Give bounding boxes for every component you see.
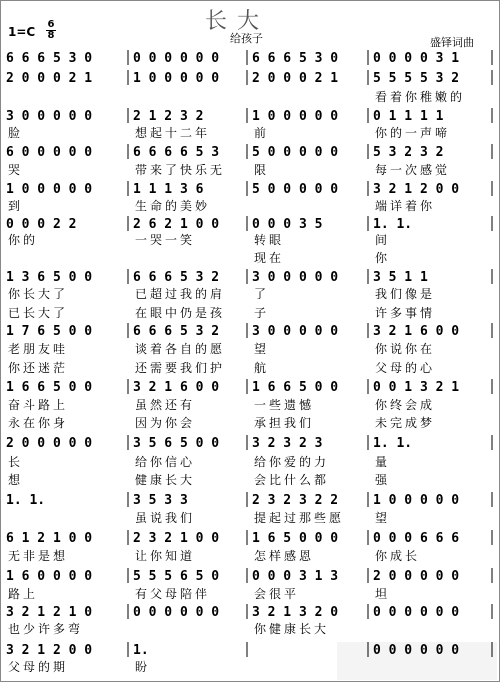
measure-notes: 1 6 5 0 0 0: [252, 531, 339, 546]
measure-notes: 2 0 0 0 2 1: [252, 71, 339, 86]
measure-notes: 3 0 0 0 0 0: [252, 270, 339, 285]
lyric-text: 给你爱的力: [254, 455, 330, 469]
measure-notes: 3 0 0 0 0 0: [252, 324, 339, 339]
lyric-text: 会比什么都: [254, 473, 330, 487]
measure-notes: 0 0 0 3 5: [252, 217, 323, 232]
measure-notes: 3 5 3 3: [133, 493, 188, 508]
measure-notes: 6 6 6 5 3 0: [6, 51, 93, 66]
measure-notes: 3 0 0 0 0 0: [6, 109, 93, 124]
lyric-text: 想起十二年: [135, 126, 211, 140]
measure-notes: 1 0 0 0 0 0: [373, 493, 460, 508]
lyric-text: 父母的心: [375, 361, 436, 375]
lyric-text: 到: [8, 199, 24, 213]
measure-notes: 1 1 1 3 6: [133, 182, 204, 197]
lyric-text: 强: [375, 473, 391, 487]
lyric-text: 我们像是: [375, 287, 436, 301]
measure-notes: 0 0 1 3 2 1: [373, 380, 460, 395]
measure-notes: 6 6 6 5 3 0: [252, 51, 339, 66]
measure-notes: 5 0 0 0 0 0: [252, 145, 339, 160]
measure-notes: 1.: [133, 643, 149, 658]
lyric-text: 脸: [8, 126, 24, 140]
lyric-text: 已长大了: [8, 306, 69, 320]
measure-notes: 5 3 2 3 2: [373, 145, 444, 160]
lyric-text: 前: [254, 126, 270, 140]
measure-notes: 0 0 0 3 1 3: [252, 569, 339, 584]
measure-notes: 6 6 6 6 5 3: [133, 145, 220, 160]
lyric-text: 长: [8, 455, 24, 469]
measure-notes: 0 0 0 6 6 6: [373, 531, 460, 546]
measure-notes: 2 0 0 0 0 0: [6, 436, 93, 451]
measure-notes: 6 0 0 0 0 0: [6, 145, 93, 160]
measure-notes: 6 6 6 5 3 2: [133, 270, 220, 285]
lyric-text: 老朋友哇: [8, 342, 69, 356]
lyric-text: 也少许多弯: [8, 622, 84, 636]
lyric-text: 许多事情: [375, 306, 436, 320]
lyric-text: 望: [254, 342, 270, 356]
lyric-text: 承担我们: [254, 416, 315, 430]
lyric-text: 路上: [8, 587, 39, 601]
measure-notes: 1. 1.: [373, 217, 413, 232]
measure-notes: 3 2 3 2 3: [252, 436, 323, 451]
measure-notes: 1 3 6 5 0 0: [6, 270, 93, 285]
lyric-text: 一哭一笑: [135, 233, 196, 247]
lyric-text: 量: [375, 455, 391, 469]
lyric-text: 限: [254, 163, 270, 177]
lyric-text: 现在: [254, 251, 285, 265]
composer-credit: 盛铎词曲: [430, 36, 474, 49]
measure-notes: 2 1 2 3 2: [133, 109, 204, 124]
measure-notes: 1. 1.: [373, 436, 413, 451]
measure-notes: 3 2 1 3 2 0: [252, 605, 339, 620]
measure-notes: 1 6 6 5 0 0: [6, 380, 93, 395]
measure-notes: 5 0 0 0 0 0: [252, 182, 339, 197]
lyric-text: 怎样感恩: [254, 549, 315, 563]
lyric-text: 还需要我们护: [135, 361, 226, 375]
measure-notes: 1 6 6 5 0 0: [252, 380, 339, 395]
measure-notes: 2 0 0 0 0 0: [373, 569, 460, 584]
lyric-text: 子: [254, 306, 270, 320]
lyric-text: 哭: [8, 163, 24, 177]
lyric-text: 望: [375, 511, 391, 525]
measure-notes: 6 1 2 1 0 0: [6, 531, 93, 546]
measure-notes: 1 7 6 5 0 0: [6, 324, 93, 339]
lyric-text: 已超过我的肩: [135, 287, 226, 301]
lyric-text: 一些遗憾: [254, 398, 315, 412]
measure-notes: 1 0 0 0 0 0: [133, 71, 220, 86]
lyric-text: 想: [8, 473, 24, 487]
lyric-text: 虽说我们: [135, 511, 196, 525]
measure-notes: 1. 1.: [6, 493, 46, 508]
lyric-text: 父母的期: [8, 660, 69, 674]
measure-notes: 3 2 1 2 0 0: [6, 643, 93, 658]
lyric-text: 你: [375, 251, 391, 265]
lyric-text: 每一次感觉: [375, 163, 451, 177]
lyric-text: 看着你稚嫩的: [375, 90, 466, 104]
measure-notes: 3 5 6 5 0 0: [133, 436, 220, 451]
lyric-text: 你健康长大: [254, 622, 330, 636]
measure-notes: 1 0 0 0 0 0: [6, 182, 93, 197]
lyric-text: 坦: [375, 587, 391, 601]
measure-notes: 2 3 2 1 0 0: [133, 531, 220, 546]
lyric-text: 谈着各自的愿: [135, 342, 226, 356]
measure-notes: 0 0 0 2 2: [6, 217, 77, 232]
lyric-text: 端详着你: [375, 199, 436, 213]
measure-notes: 3 2 1 2 0 0: [373, 182, 460, 197]
lyric-text: 有父母陪伴: [135, 587, 211, 601]
key-signature: 1=C: [8, 25, 36, 39]
measure-notes: 0 0 0 0 0 0: [373, 605, 460, 620]
lyric-text: 带来了快乐无: [135, 163, 226, 177]
lyric-text: 提起过那些愿: [254, 511, 345, 525]
lyric-text: 让你知道: [135, 549, 196, 563]
lyric-text: 航: [254, 361, 270, 375]
measure-notes: 0 1 1 1 1: [373, 109, 444, 124]
lyric-text: 永在你身: [8, 416, 69, 430]
lyric-text: 了: [254, 287, 270, 301]
lyric-text: 你终会成: [375, 398, 436, 412]
measure-notes: 1 0 0 0 0 0: [252, 109, 339, 124]
lyric-text: 在眼中仍是孩: [135, 306, 226, 320]
measure-notes: 0 0 0 0 0 0: [133, 51, 220, 66]
measure-notes: 5 5 5 5 3 2: [373, 71, 460, 86]
lyric-text: 你还迷茫: [8, 361, 69, 375]
measure-notes: 5 5 5 6 5 0: [133, 569, 220, 584]
song-title: 长大: [205, 9, 270, 34]
lyric-text: 会很平: [254, 587, 300, 601]
lyric-text: 给你信心: [135, 455, 196, 469]
measure-notes: 6 6 6 5 3 2: [133, 324, 220, 339]
measure-notes: 3 2 1 6 0 0: [133, 380, 220, 395]
measure-notes: 0 0 0 0 0 0: [373, 643, 460, 658]
lyric-text: 你长大了: [8, 287, 69, 301]
lyric-text: 无非是想: [8, 549, 69, 563]
meter-top: 6: [47, 19, 55, 30]
lyric-text: 因为你会: [135, 416, 196, 430]
lyric-text: 你的一声啼: [375, 126, 451, 140]
lyric-text: 你成长: [375, 549, 421, 563]
measure-notes: 2 3 2 3 2 2: [252, 493, 339, 508]
measure-notes: 2 6 2 1 0 0: [133, 217, 220, 232]
measure-notes: 3 2 1 2 1 0: [6, 605, 93, 620]
measure-notes: 1 6 0 0 0 0: [6, 569, 93, 584]
measure-notes: 2 0 0 0 2 1: [6, 71, 93, 86]
measure-notes: 3 5 1 1: [373, 270, 428, 285]
lyric-text: 你说你在: [375, 342, 436, 356]
measure-notes: 0 0 0 0 0 0: [133, 605, 220, 620]
lyric-text: 盼: [135, 660, 151, 674]
lyric-text: 健康长大: [135, 473, 196, 487]
lyric-text: 你的: [8, 233, 39, 247]
measure-notes: 3 2 1 6 0 0: [373, 324, 460, 339]
lyric-text: 间: [375, 233, 391, 247]
measure-notes: 0 0 0 0 3 1: [373, 51, 460, 66]
song-subtitle: 给孩子: [230, 32, 263, 45]
lyric-text: 转眼: [254, 233, 285, 247]
lyric-text: 未完成梦: [375, 416, 436, 430]
lyric-text: 虽然还有: [135, 398, 196, 412]
lyric-text: 奋斗路上: [8, 398, 69, 412]
lyric-text: 生命的美妙: [135, 199, 211, 213]
meter-bottom: 8: [47, 30, 55, 41]
